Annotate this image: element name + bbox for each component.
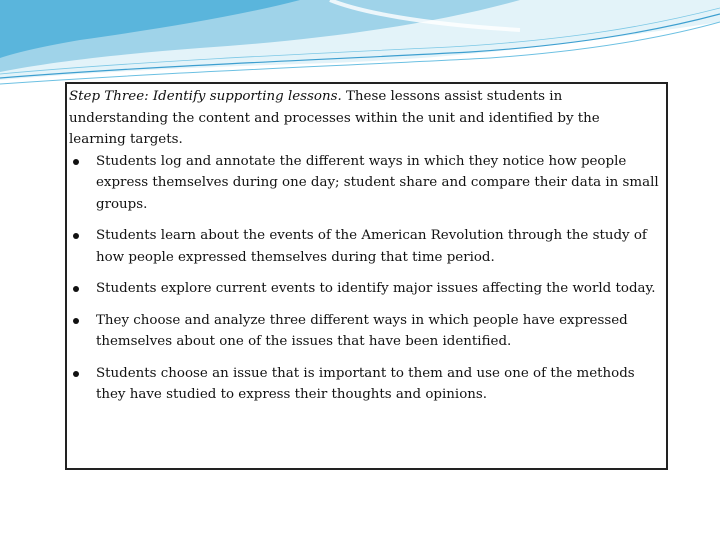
- list-item-text: Students choose an issue that is important to them and use one of the methods they have studied to express their thoughts and opinions.: [96, 365, 635, 402]
- list-item: [69, 151, 660, 216]
- intro-text: These lessons assist students in understanding the content and processes within the unit and identified by the learning targets.: [69, 89, 600, 147]
- list-item-text: Students explore current events to identify major issues affecting the world today.: [96, 281, 656, 296]
- list-item: [69, 310, 660, 353]
- intro-paragraph: [69, 86, 660, 151]
- list-item: [69, 225, 660, 268]
- bullet-icon: [73, 159, 79, 165]
- content-box: [65, 82, 668, 470]
- bullet-icon: [73, 233, 79, 239]
- step-heading: Step Three: Identify supporting lessons.: [69, 89, 342, 104]
- list-item-text: Students learn about the events of the American Revolution through the study of how people expressed themselves during that time period.: [96, 228, 647, 265]
- bullet-list: [69, 151, 660, 406]
- bullet-icon: [73, 318, 79, 324]
- list-item: [69, 363, 660, 406]
- list-item-text: They choose and analyze three different ways in which people have expressed themselves about one of the issues that have been identified.: [96, 312, 628, 349]
- header-wave-decoration: [0, 0, 720, 90]
- bullet-icon: [73, 371, 79, 377]
- list-item: [69, 278, 660, 300]
- bullet-icon: [73, 286, 79, 292]
- list-item-text: Students log and annotate the different ways in which they notice how people express themselves during one day; student share and compare their data in small groups.: [96, 153, 659, 212]
